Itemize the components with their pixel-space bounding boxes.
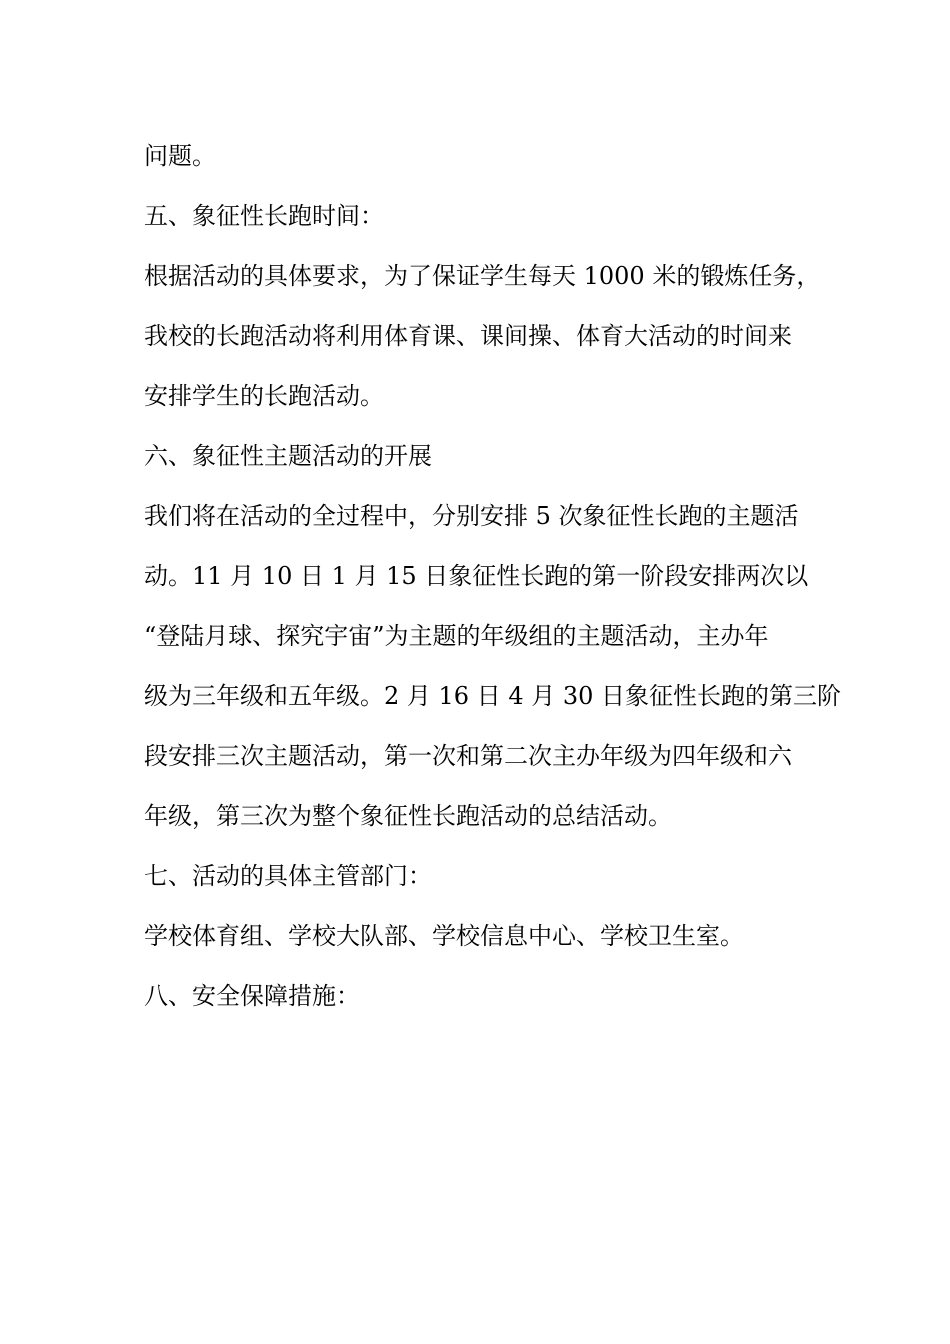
section-heading: 七、活动的具体主管部门： bbox=[144, 862, 432, 890]
text-line: 级为三年级和五年级。2 月 16 日 4 月 30 日象征性长跑的第三阶 bbox=[144, 682, 842, 710]
text-line: 段安排三次主题活动，第一次和第二次主办年级为四年级和六 bbox=[144, 742, 792, 770]
text-line: 根据活动的具体要求，为了保证学生每天 1000 米的锻炼任务， bbox=[144, 262, 821, 290]
text-line: 年级，第三次为整个象征性长跑活动的总结活动。 bbox=[144, 802, 672, 830]
text-line: 安排学生的长跑活动。 bbox=[144, 382, 384, 410]
text-line: 问题。 bbox=[144, 142, 216, 170]
section-heading: 五、象征性长跑时间： bbox=[144, 202, 384, 230]
text-line: 动。11 月 10 日 1 月 15 日象征性长跑的第一阶段安排两次以 bbox=[144, 562, 809, 590]
text-line: 我校的长跑活动将利用体育课、课间操、体育大活动的时间来 bbox=[144, 322, 792, 350]
text-line: 学校体育组、学校大队部、学校信息中心、学校卫生室。 bbox=[144, 922, 744, 950]
section-heading: 六、象征性主题活动的开展 bbox=[144, 442, 432, 470]
document-body bbox=[144, 126, 842, 1026]
text-line: 我们将在活动的全过程中，分别安排 5 次象征性长跑的主题活 bbox=[144, 502, 799, 530]
text-line: “登陆月球、探究宇宙”为主题的年级组的主题活动，主办年 bbox=[144, 622, 769, 650]
section-heading: 八、安全保障措施： bbox=[144, 982, 360, 1010]
